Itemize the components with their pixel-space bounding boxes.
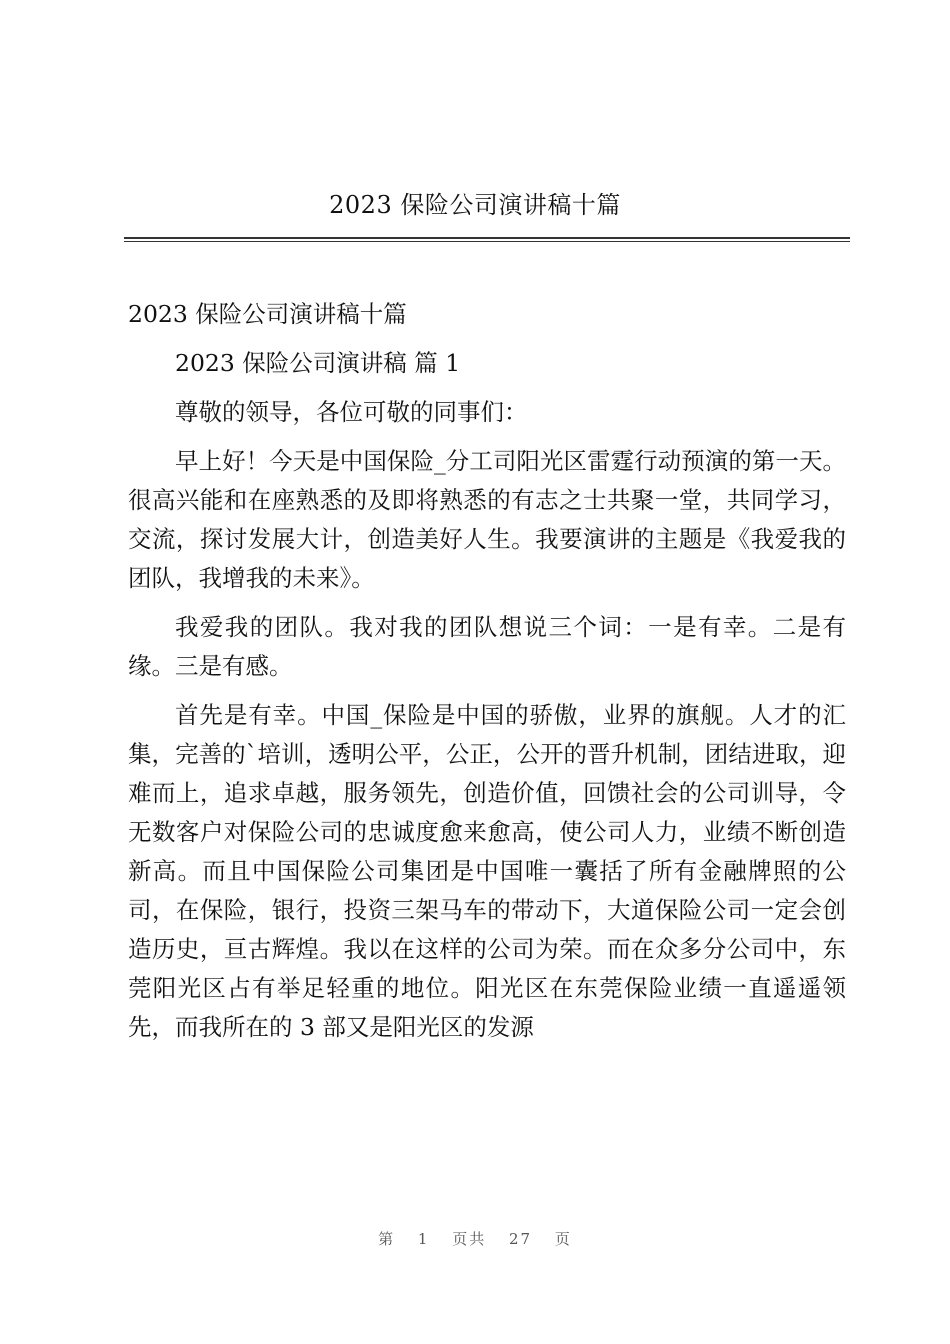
footer-suffix: 页	[554, 1230, 572, 1248]
paragraph-team: 我爱我的团队。我对我的团队想说三个词：一是有幸。二是有缘。三是有感。	[128, 613, 846, 680]
header-divider-thick	[124, 237, 850, 239]
footer-total-pages: 27	[509, 1230, 533, 1248]
document-title: 2023 保险公司演讲稿十篇	[128, 300, 407, 328]
footer-page-number: 1	[417, 1230, 430, 1248]
footer-prefix: 第	[378, 1230, 396, 1248]
footer-mid: 页共	[452, 1230, 487, 1248]
page-footer	[0, 1228, 950, 1249]
document-body	[128, 295, 846, 1057]
header-divider-thin	[124, 241, 850, 242]
paragraph-salutation: 尊敬的领导，各位可敬的同事们：	[175, 398, 528, 426]
section-heading: 2023 保险公司演讲稿 篇 1	[175, 349, 461, 377]
running-header-title: 2023 保险公司演讲稿十篇	[329, 191, 621, 219]
paragraph-fortunate: 首先是有幸。中国_保险是中国的骄傲，业界的旗舰。人才的汇集，完善的`培训，透明公平，公正，公开的晋升机制，团结进取，迎难而上，追求卓越，服务领先，创造价值，回馈社会的公司训导，令无数客户对保险公司的忠诚度愈来愈高，使公司人力，业绩不断创造新高。而且中国保险公司集团是中国唯一囊括了所有金融牌照的公司，在保险，银行，投资三架马车的带动下，大道保险公司一定会创造历史，亘古辉煌。我以在这样的公司为荣。而在众多分公司中，东莞阳光区占有举足轻重的地位。阳光区在东莞保险业绩一直遥遥领先，而我所在的 3 部又是阳光区的发源	[128, 701, 846, 1041]
paragraph-greeting: 早上好！今天是中国保险_分工司阳光区雷霆行动预演的第一天。很高兴能和在座熟悉的及即将熟悉的有志之士共聚一堂，共同学习，交流，探讨发展大计，创造美好人生。我要演讲的主题是《我爱我的团队，我增我的未来》。	[128, 447, 846, 592]
